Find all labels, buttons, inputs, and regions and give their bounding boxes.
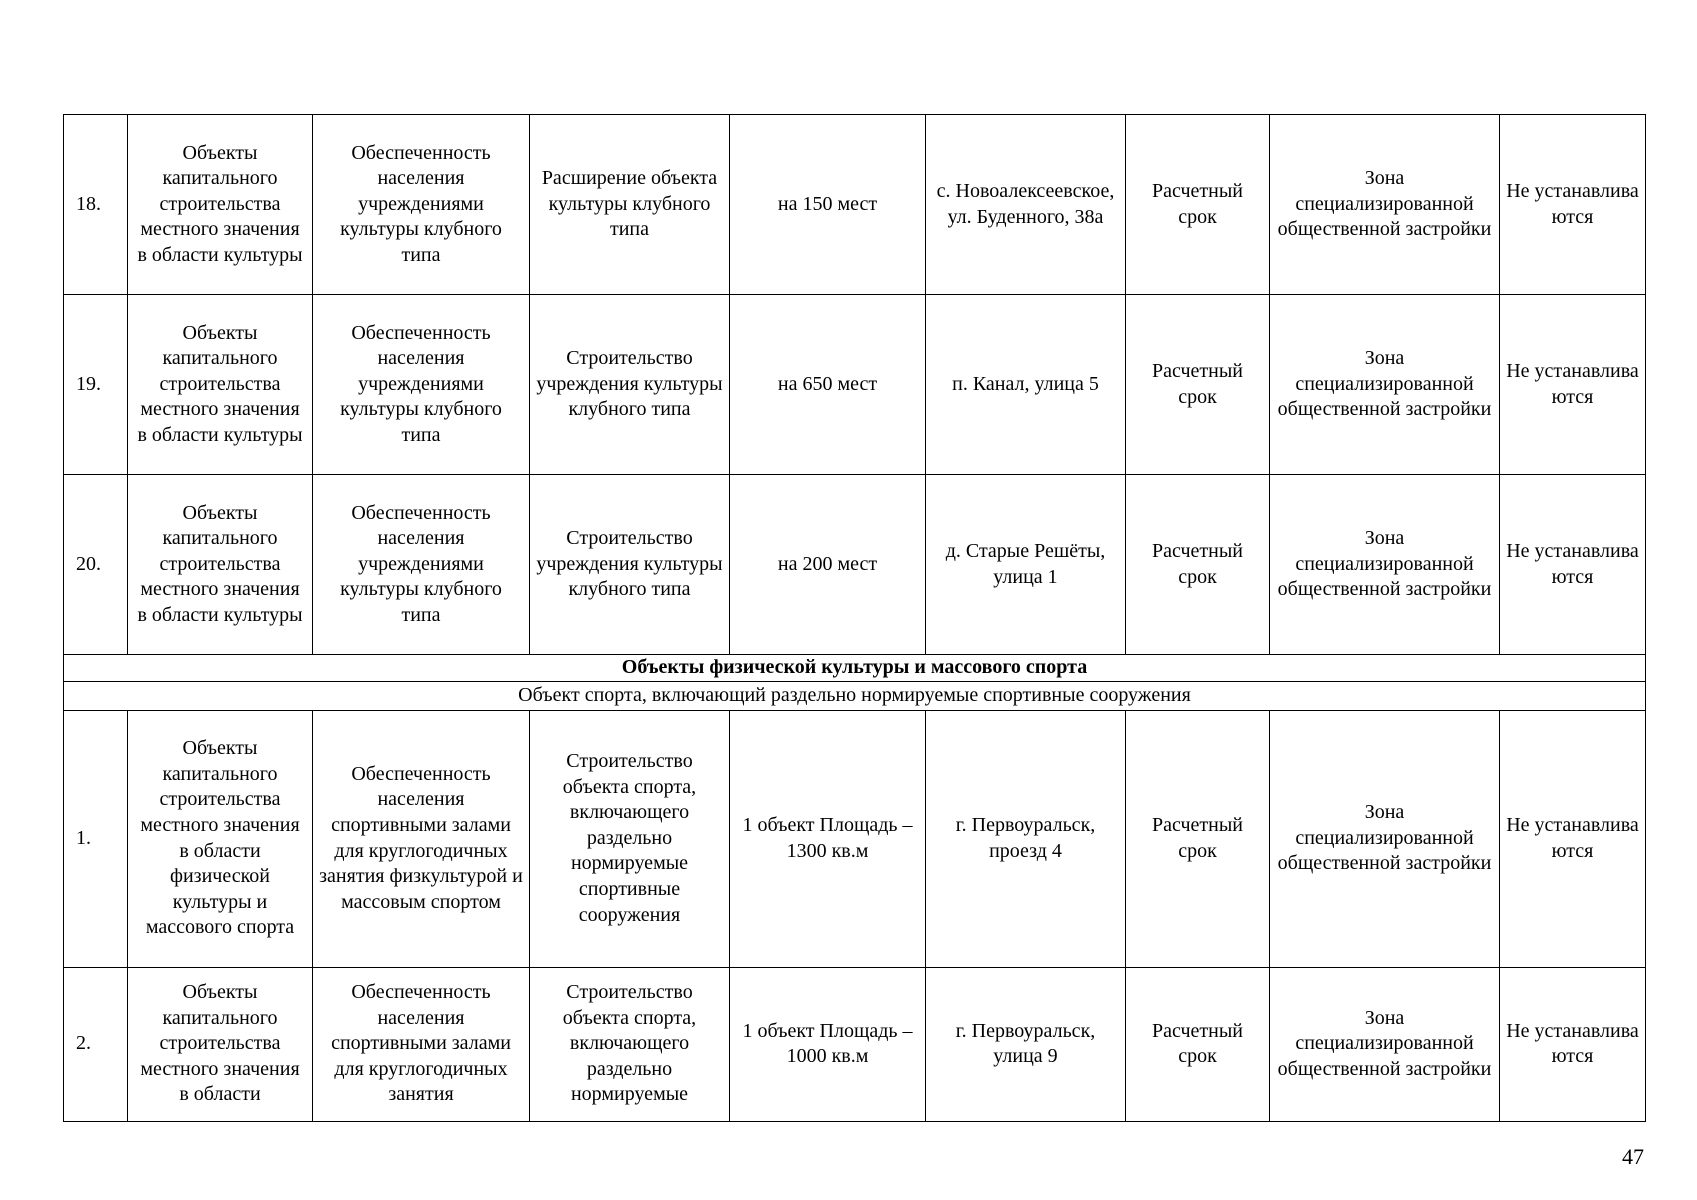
term-cell: Расчетный срок [1126, 475, 1270, 655]
indicator-cell: Обеспеченность населения спортивными залами для круглогодичных занятия физкультурой и массовым спортом [313, 710, 530, 967]
row-number: 19. [64, 295, 128, 475]
restrictions-cell: Не устанавлива ются [1500, 115, 1646, 295]
location-cell: г. Первоуральск, улица 9 [926, 967, 1126, 1121]
zone-cell: Зона специализированной общественной застройки [1270, 710, 1500, 967]
capacity-cell: на 650 мест [730, 295, 926, 475]
measure-cell: Строительство учреждения культуры клубного типа [530, 295, 730, 475]
measure-cell: Строительство объекта спорта, включающего раздельно нормируемые спортивные сооружения [530, 710, 730, 967]
indicator-cell: Обеспеченность населения учреждениями культуры клубного типа [313, 115, 530, 295]
section-heading-row [64, 655, 1646, 682]
capacity-cell: на 150 мест [730, 115, 926, 295]
row-number: 1. [64, 710, 128, 967]
object-type-cell: Объекты капитального строительства местного значения в области физической культуры и массового спорта [128, 710, 313, 967]
location-cell: с. Новоалексеевское, ул. Буденного, 38а [926, 115, 1126, 295]
object-type-cell: Объекты капитального строительства местного значения в области культуры [128, 115, 313, 295]
measure-cell: Расширение объекта культуры клубного типа [530, 115, 730, 295]
page-number: 47 [1622, 1144, 1644, 1169]
zone-cell: Зона специализированной общественной застройки [1270, 115, 1500, 295]
location-cell: п. Канал, улица 5 [926, 295, 1126, 475]
table-row [64, 967, 1646, 1121]
subsection-title: Объект спорта, включающий раздельно нормируемые спортивные сооружения [64, 681, 1646, 710]
restrictions-cell: Не устанавлива ются [1500, 710, 1646, 967]
capacity-cell: 1 объект Площадь – 1000 кв.м [730, 967, 926, 1121]
term-cell: Расчетный срок [1126, 115, 1270, 295]
indicator-cell: Обеспеченность населения спортивными залами для круглогодичных занятия [313, 967, 530, 1121]
indicator-cell: Обеспеченность населения учреждениями культуры клубного типа [313, 475, 530, 655]
table-row [64, 710, 1646, 967]
restrictions-cell: Не устанавлива ются [1500, 475, 1646, 655]
object-type-cell: Объекты капитального строительства местного значения в области [128, 967, 313, 1121]
capacity-cell: на 200 мест [730, 475, 926, 655]
term-cell: Расчетный срок [1126, 710, 1270, 967]
row-number: 20. [64, 475, 128, 655]
section-title: Объекты физической культуры и массового спорта [64, 655, 1646, 682]
table-row [64, 115, 1646, 295]
object-type-cell: Объекты капитального строительства местного значения в области культуры [128, 295, 313, 475]
indicator-cell: Обеспеченность населения учреждениями культуры клубного типа [313, 295, 530, 475]
zone-cell: Зона специализированной общественной застройки [1270, 295, 1500, 475]
zone-cell: Зона специализированной общественной застройки [1270, 967, 1500, 1121]
measure-cell: Строительство учреждения культуры клубного типа [530, 475, 730, 655]
table-row [64, 475, 1646, 655]
table-row [64, 295, 1646, 475]
row-number: 18. [64, 115, 128, 295]
subsection-heading-row [64, 681, 1646, 710]
location-cell: д. Старые Решёты, улица 1 [926, 475, 1126, 655]
measure-cell: Строительство объекта спорта, включающего раздельно нормируемые [530, 967, 730, 1121]
planned-objects-table [63, 114, 1646, 1122]
location-cell: г. Первоуральск, проезд 4 [926, 710, 1126, 967]
restrictions-cell: Не устанавлива ются [1500, 967, 1646, 1121]
term-cell: Расчетный срок [1126, 967, 1270, 1121]
capacity-cell: 1 объект Площадь – 1300 кв.м [730, 710, 926, 967]
term-cell: Расчетный срок [1126, 295, 1270, 475]
zone-cell: Зона специализированной общественной застройки [1270, 475, 1500, 655]
row-number: 2. [64, 967, 128, 1121]
object-type-cell: Объекты капитального строительства местного значения в области культуры [128, 475, 313, 655]
restrictions-cell: Не устанавлива ются [1500, 295, 1646, 475]
